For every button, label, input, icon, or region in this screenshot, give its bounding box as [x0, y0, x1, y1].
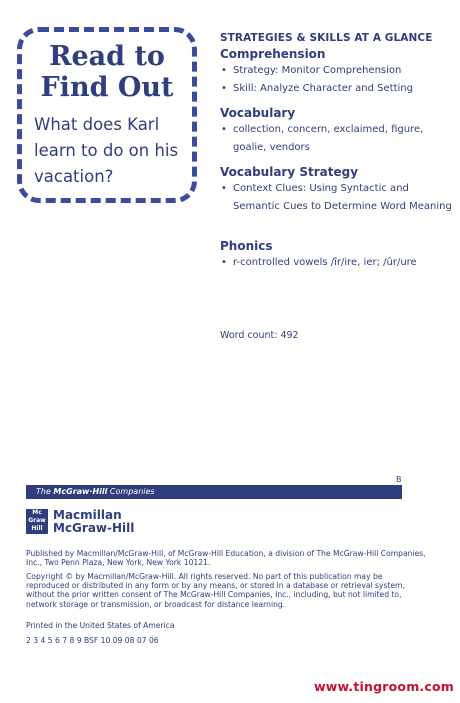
publisher-logo-name: Macmillan McGraw-Hill	[53, 508, 135, 535]
list-item	[220, 254, 456, 272]
copyright-text: Copyright © by Macmillan/McGraw-Hill. All rights reserved. No part of this publication may be reproduced or distributed in any form or by any means, or stored in a database or retrieval system, without the prior written consent of The McGraw-Hill Companies, Inc., including, but not limited to, network storage or transmission, or broadcast for distance learning.	[26, 572, 405, 609]
strategies-skills-panel	[220, 32, 456, 268]
bullet-icon: •	[221, 65, 227, 76]
section-title: Vocabulary Strategy	[220, 165, 359, 179]
bullet-icon: •	[221, 82, 227, 94]
watermark-link[interactable]: www.tingroom.com	[313, 679, 454, 694]
bullet-icon: •	[221, 124, 227, 135]
section-phonics	[220, 238, 456, 272]
bullet-icon: •	[221, 257, 227, 268]
section-vocabulary-strategy	[220, 164, 456, 215]
strategies-heading: STRATEGIES & SKILLS AT A GLANCE	[220, 32, 433, 44]
list-item	[220, 180, 456, 215]
list-item-text: Strategy: Monitor Comprehension	[233, 65, 402, 76]
list-item-text: collection, concern, exclaimed, figure, goalie, vendors	[233, 124, 424, 153]
read-to-find-out-title: Read to Find Out	[40, 41, 174, 103]
list-item-text: Skill: Analyze Character and Setting	[233, 82, 413, 94]
published-by-text: Published by Macmillan/McGraw-Hill, of McGraw-Hill Education, a division of The McGraw-Hill Companies, Inc., Two Penn Plaza, New York, New York 10121.	[26, 549, 426, 568]
word-count: Word count: 492	[220, 330, 299, 341]
level-code: B	[396, 475, 402, 484]
list-item	[220, 80, 456, 98]
section-title: Phonics	[220, 239, 273, 253]
list-item	[220, 62, 456, 80]
publisher-bar	[26, 485, 402, 499]
section-title: Vocabulary	[220, 106, 296, 120]
list-item-text: r-controlled vowels /îr/ire, ier; /ûr/ure	[233, 257, 417, 268]
mcgraw-hill-logo-icon: Mc Graw Hill	[26, 509, 48, 534]
list-item-text: Context Clues: Using Syntactic and Semantic Cues to Determine Word Meaning	[233, 183, 452, 212]
read-to-find-out-box	[17, 27, 197, 203]
section-vocabulary	[220, 105, 456, 156]
list-item	[220, 121, 456, 156]
printed-in-text: Printed in the United States of America	[26, 621, 175, 630]
print-numbers: 2 3 4 5 6 7 8 9 BSF 10 09 08 07 06	[26, 636, 159, 645]
section-title: Comprehension	[220, 47, 326, 61]
publisher-bar-text: The McGraw·Hill Companies	[36, 487, 155, 496]
bullet-icon: •	[221, 183, 227, 194]
read-to-find-out-question: What does Karl learn to do on his vacation?	[34, 115, 179, 186]
section-comprehension	[220, 46, 456, 97]
